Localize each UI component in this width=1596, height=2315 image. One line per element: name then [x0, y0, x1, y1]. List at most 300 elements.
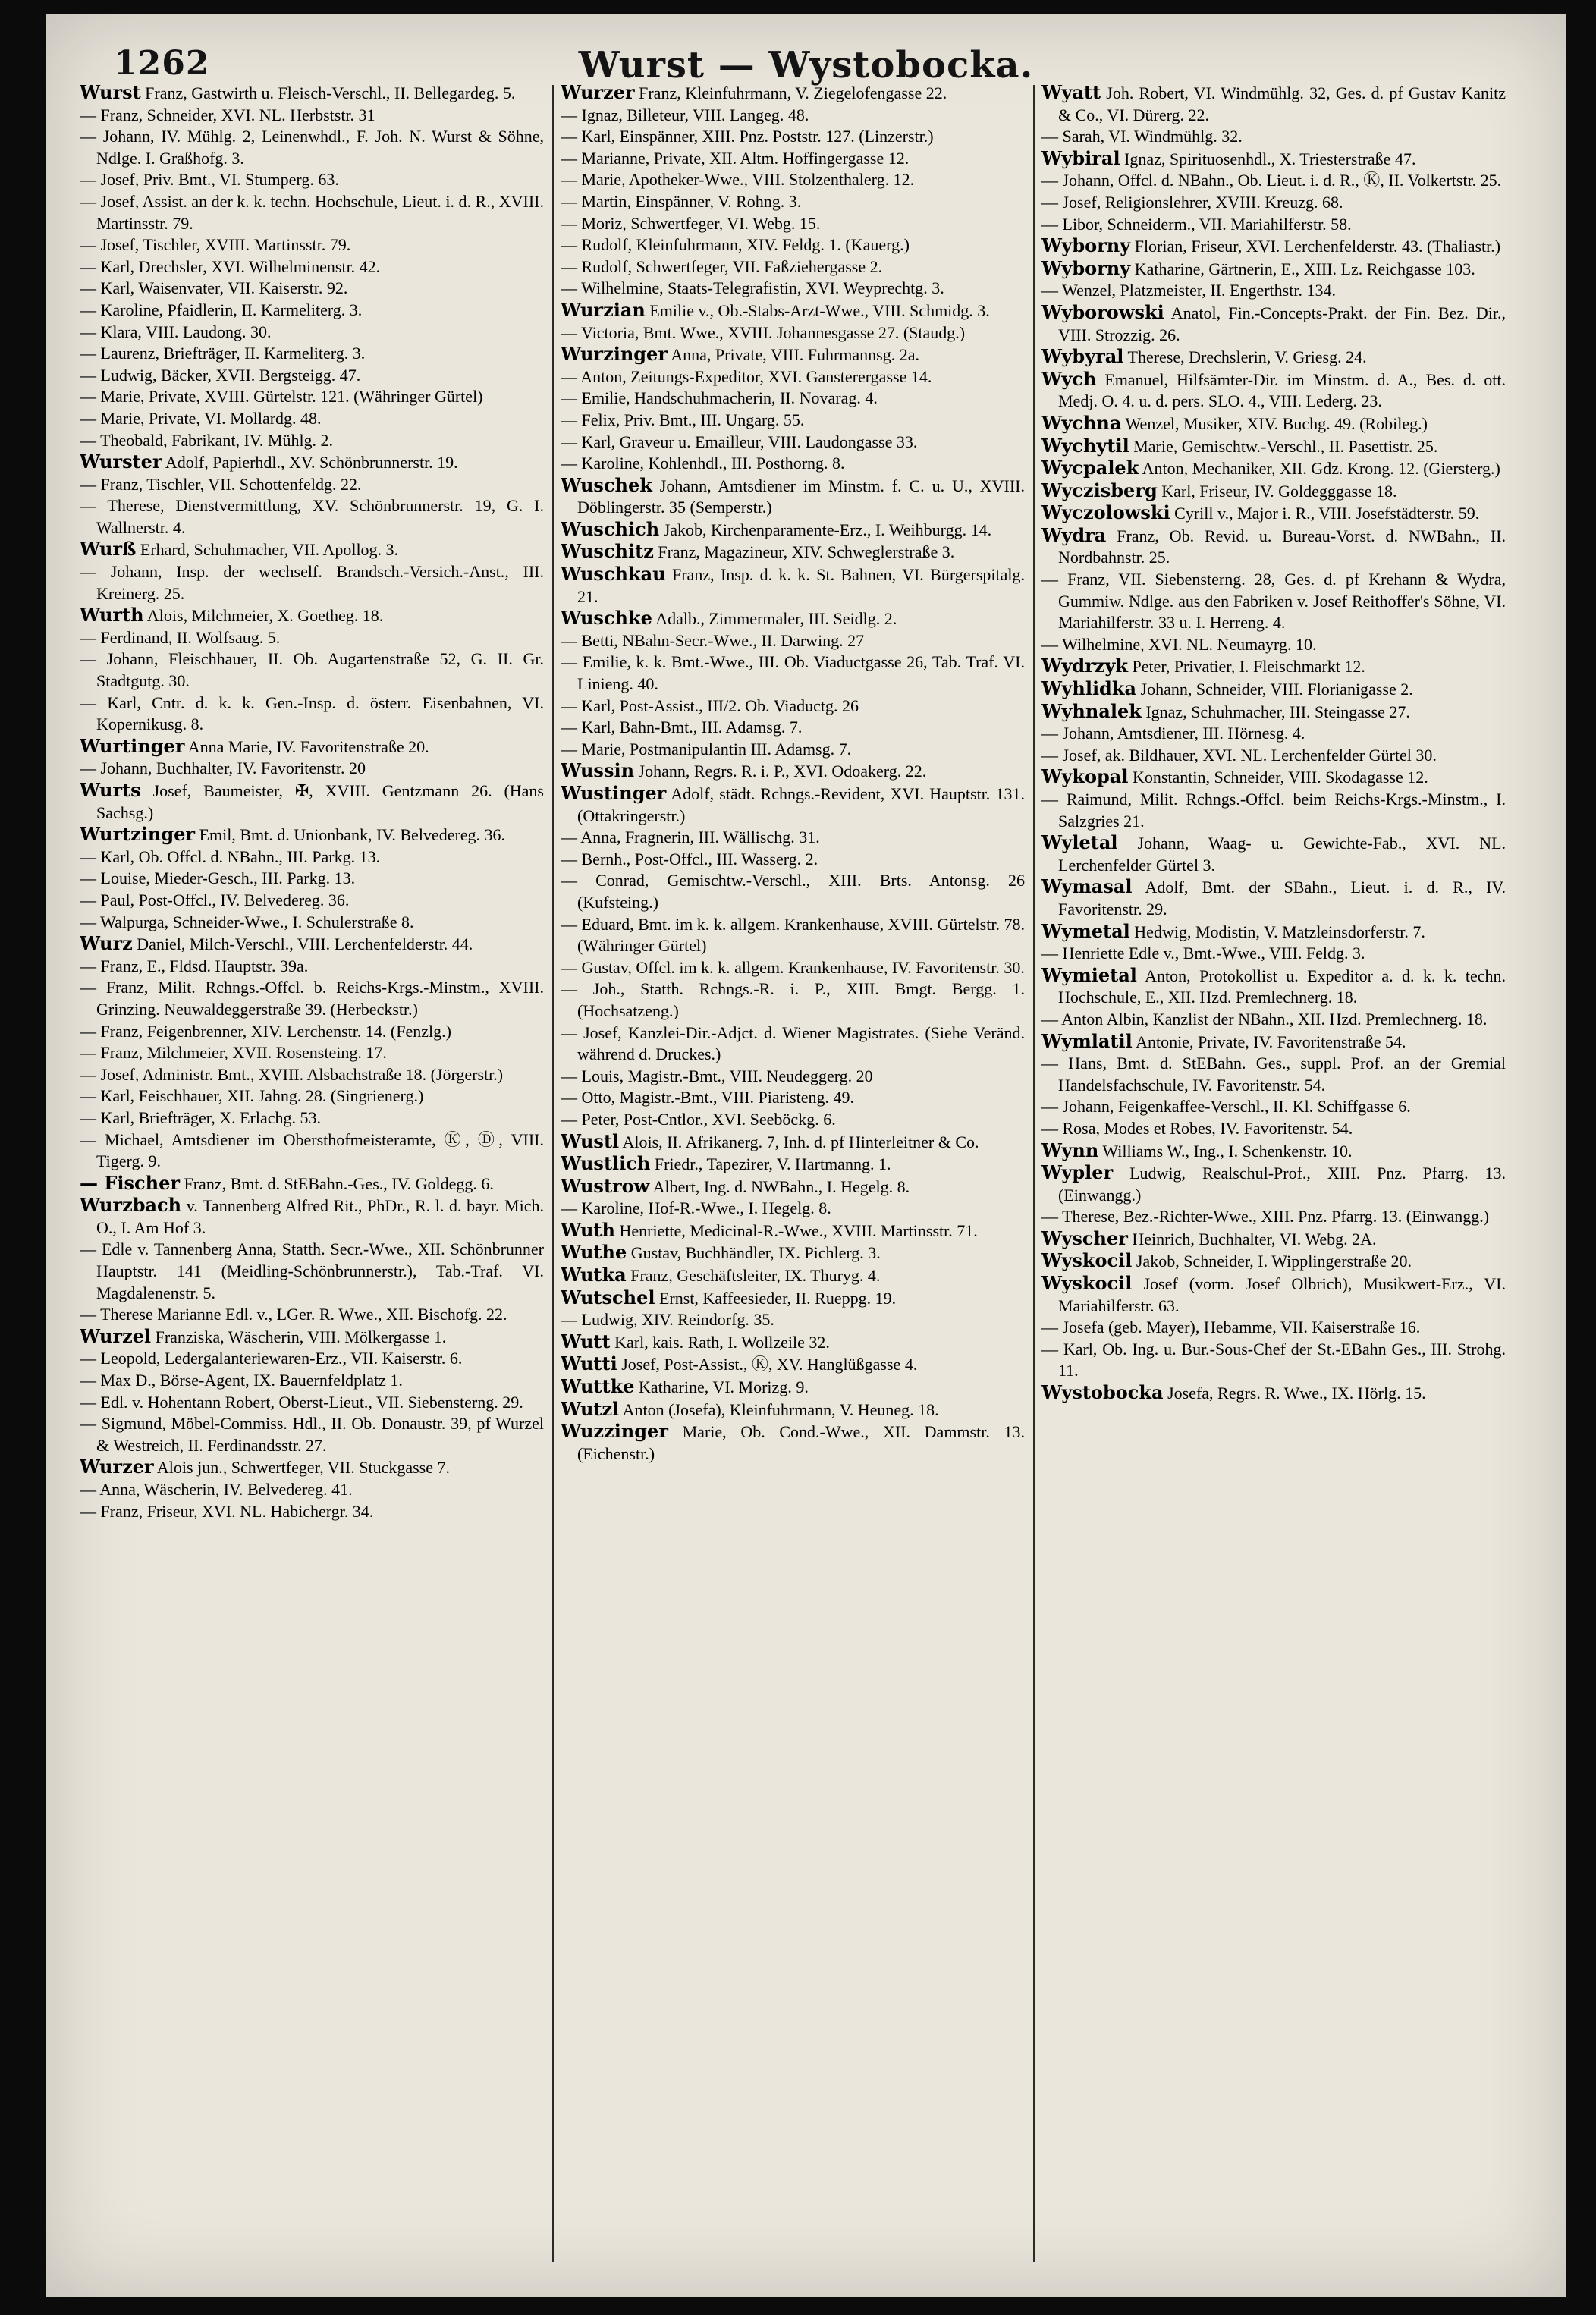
entry-surname: Wychna [1041, 411, 1122, 434]
entry-text: — Marie, Postmanipulantin III. Adamsg. 7. [561, 739, 852, 759]
directory-entry [1041, 1140, 1506, 1163]
directory-entry [561, 978, 1025, 1022]
directory-entry [561, 564, 1025, 608]
entry-surname: Wyhlidka [1041, 677, 1137, 700]
directory-entry [1041, 258, 1506, 281]
entry-text: Jakob, Kirchenparamente-Erz., I. Weihburgg. 14. [663, 520, 992, 539]
entry-surname: Wuschitz [561, 540, 654, 563]
entry-text: Franz, Gastwirth u. Fleisch-Verschl., II. Bellegardeg. 5. [145, 83, 516, 102]
directory-entry [1041, 1339, 1506, 1382]
entry-text: — Josef, Priv. Bmt., VI. Stumperg. 63. [80, 170, 339, 190]
entry-text: — Karl, Graveur u. Emailleur, VIII. Laudongasse 33. [561, 432, 918, 451]
entry-text: — Ludwig, XIV. Reindorfg. 35. [561, 1310, 774, 1330]
directory-entry [1041, 1228, 1506, 1251]
entry-text: Ignaz, Schuhmacher, III. Steingasse 27. [1145, 702, 1410, 721]
directory-entry [561, 278, 1025, 300]
entry-text: Peter, Privatier, I. Fleischmarkt 12. [1132, 657, 1365, 677]
directory-entry [80, 365, 544, 387]
entry-text: — Johann, IV. Mühlg. 2, Leinenwhdl., F. Joh. N. Wurst & Söhne, Ndlge. I. Graßhofg. 3. [80, 127, 544, 168]
entry-surname: Wybiral [1041, 146, 1120, 169]
entry-text: Albert, Ing. d. NWBahn., I. Hegelg. 8. [652, 1176, 910, 1196]
entry-text: — Louise, Mieder-Gesch., III. Parkg. 13. [80, 869, 356, 888]
directory-entry [561, 191, 1025, 213]
directory-entry [80, 758, 544, 780]
entry-text: Karl, Friseur, IV. Goldegggasse 18. [1161, 481, 1397, 501]
directory-entry [561, 849, 1025, 871]
directory-entry [80, 933, 544, 956]
entry-text: Josef, Post-Assist., Ⓚ, XV. Hanglüßgasse 4. [621, 1355, 918, 1374]
entry-text: Anna, Private, VIII. Fuhrmannsg. 2a. [671, 345, 919, 365]
entry-surname: Wynn [1041, 1139, 1099, 1161]
entry-text: Franz, Geschäftsleiter, IX. Thuryg. 4. [630, 1266, 881, 1286]
directory-entry [80, 1085, 544, 1107]
entry-surname: Wyscher [1041, 1227, 1128, 1249]
entry-text: — Karl, Waisenvater, VII. Kaiserstr. 92. [80, 278, 348, 298]
entry-text: — Leopold, Ledergalanteriewaren-Erz., VII. Kaiserstr. 6. [80, 1349, 463, 1368]
entry-text: — Edle v. Tannenberg Anna, Statth. Secr.-Wwe., XII. Schönbrunner Hauptstr. 141 (Meidling-Schönbrunnerstr.), Tab.-Traf. VI. Magdalenenstr. 5. [80, 1239, 544, 1302]
entry-text: v. Tannenberg Alfred Rit., PhDr., R. l. d. bayr. Mich. O., I. Am Hof 3. [96, 1196, 544, 1237]
directory-entry [80, 1413, 544, 1456]
entry-text: — Ignaz, Billeteur, VIII. Langeg. 48. [561, 105, 809, 124]
entry-text: — Laurenz, Briefträger, II. Karmeliterg. 3. [80, 344, 366, 363]
directory-entry [1041, 148, 1506, 171]
entry-text: Anton, Mechaniker, XII. Gdz. Krong. 12. (Giersterg.) [1142, 459, 1500, 479]
entry-text: — Karl, Cntr. d. k. k. Gen.-Insp. d. österr. Eisenbahnen, VI. Kopernikusg. 8. [80, 693, 544, 734]
entry-text: — Johann, Amtsdiener, III. Hörnesg. 4. [1041, 724, 1305, 743]
directory-entry [1041, 655, 1506, 678]
entry-text: — Karl, Drechsler, XVI. Wilhelminenstr. 42. [80, 256, 381, 276]
entry-text: Emil, Bmt. d. Unionbank, IV. Belvedereg. 36. [199, 825, 506, 845]
directory-entry [1041, 369, 1506, 413]
directory-entry [561, 105, 1025, 127]
column-2 [561, 82, 1025, 2266]
entry-surname: Wymietal [1041, 963, 1137, 986]
entry-surname: — Fischer [80, 1171, 180, 1194]
entry-surname: Wyczolowski [1041, 501, 1170, 524]
entry-surname: Wybyral [1041, 345, 1124, 368]
entry-surname: Wurß [80, 538, 137, 561]
entry-surname: Wymasal [1041, 875, 1133, 898]
entry-surname: Wurzer [561, 82, 635, 103]
entry-text: — Karl, Ob. Offcl. d. NBahn., III. Parkg. 13. [80, 847, 381, 866]
directory-entry [80, 300, 544, 322]
entry-text: Florian, Friseur, XVI. Lerchenfelderstr. 43. (Thaliastr.) [1134, 237, 1501, 256]
entry-text: — Karl, Briefträger, X. Erlachg. 53. [80, 1107, 322, 1127]
entry-text: — Raimund, Milit. Rchngs.-Offcl. beim Reichs-Krgs.-Minstm., I. Salzgries 21. [1041, 790, 1506, 831]
directory-entry [1041, 766, 1506, 789]
directory-entry [561, 1421, 1025, 1465]
entry-surname: Wutka [561, 1264, 627, 1286]
directory-entry [80, 1021, 544, 1043]
entry-surname: Wustrow [561, 1174, 650, 1197]
entry-surname: Wyborny [1041, 234, 1131, 257]
entry-text: Anna Marie, IV. Favoritenstraße 20. [187, 737, 429, 756]
entry-surname: Wydra [1041, 523, 1107, 546]
directory-entry [1041, 346, 1506, 369]
directory-entry [561, 1220, 1025, 1242]
entry-text: — Wenzel, Platzmeister, II. Engerthstr. 134. [1041, 281, 1336, 300]
directory-entry [1041, 1382, 1506, 1405]
entry-text: — Marie, Private, VI. Mollardg. 48. [80, 408, 322, 428]
entry-surname: Wutzl [561, 1397, 620, 1420]
entry-text: — Michael, Amtsdiener im Obersthofmeisteramte, Ⓚ, Ⓓ, VIII. Tigerg. 9. [80, 1129, 544, 1171]
entry-text: — Ferdinand, II. Wolfsaug. 5. [80, 627, 281, 647]
directory-entry [561, 1287, 1025, 1310]
directory-entry [561, 827, 1025, 849]
entry-text: — Karl, Bahn-Bmt., III. Adamsg. 7. [561, 718, 803, 737]
entry-surname: Wykopal [1041, 765, 1129, 788]
directory-entry [1041, 832, 1506, 876]
directory-entry [561, 1242, 1025, 1264]
directory-entry [80, 824, 544, 847]
directory-entry [561, 148, 1025, 170]
directory-entry [1041, 502, 1506, 525]
entry-surname: Wymlatil [1041, 1029, 1133, 1052]
entry-text: — Anton Albin, Kanzlist der NBahn., XII. Hzd. Premlechnerg. 18. [1041, 1009, 1488, 1029]
directory-entry [1041, 1118, 1506, 1140]
entry-surname: Wypler [1041, 1161, 1114, 1184]
entry-text: — Franz, Tischler, VII. Schottenfeldg. 22. [80, 474, 362, 494]
directory-entry [1041, 170, 1506, 192]
directory-entry [80, 1064, 544, 1086]
entry-text: Alois jun., Schwertfeger, VII. Stuckgasse 7. [156, 1458, 451, 1478]
entry-surname: Wutschel [561, 1286, 655, 1308]
entry-text: — Franz, Feigenbrenner, XIV. Lerchenstr. 14. (Fenzlg.) [80, 1021, 451, 1041]
entry-surname: Wurzinger [561, 343, 668, 366]
entry-text: — Karl, Ob. Ing. u. Bur.-Sous-Chef der St.-EBahn Ges., III. Strohg. 11. [1041, 1339, 1506, 1381]
page-number: 1262 [114, 44, 210, 83]
entry-text: — Sarah, VI. Windmühlg. 32. [1041, 127, 1243, 146]
directory-entry [561, 1376, 1025, 1399]
directory-entry [80, 408, 544, 430]
entry-surname: Wurtzinger [80, 823, 196, 846]
entry-text: Heinrich, Buchhalter, VI. Webg. 2A. [1132, 1229, 1377, 1249]
entry-surname: Wurster [80, 451, 162, 473]
entry-text: — Franz, Friseur, XVI. NL. Habichergr. 34. [80, 1501, 374, 1521]
directory-entry [80, 1501, 544, 1523]
entry-text: Franz, Insp. d. k. k. St. Bahnen, VI. Bürgerspitalg. 21. [577, 565, 1025, 606]
entry-surname: Wych [1041, 367, 1097, 390]
entry-text: — Karoline, Pfaidlerin, II. Karmeliterg. 3. [80, 300, 363, 319]
directory-entry [80, 693, 544, 736]
entry-surname: Wuth [561, 1218, 615, 1241]
entry-surname: Wussin [561, 759, 635, 782]
directory-entry [80, 191, 544, 234]
entry-text: Adolf, Papierhdl., XV. Schönbrunnerstr. 19. [165, 453, 458, 473]
entry-text: Alois, II. Afrikanerg. 7, Inh. d. pf Hinterleitner & Co. [622, 1132, 979, 1151]
directory-entry [1041, 701, 1506, 724]
directory-entry [1041, 457, 1506, 480]
directory-entry [80, 1042, 544, 1064]
entry-text: — Theobald, Fabrikant, IV. Mühlg. 2. [80, 430, 334, 450]
directory-entry [561, 453, 1025, 475]
directory-entry [561, 957, 1025, 979]
directory-entry [80, 1479, 544, 1501]
entry-text: Joh. Robert, VI. Windmühlg. 32, Ges. d. pf Gustav Kanitz & Co., VI. Dürerg. 22. [1058, 83, 1506, 124]
directory-entry [561, 410, 1025, 432]
directory-entry [561, 213, 1025, 235]
directory-entry [561, 652, 1025, 695]
entry-text: — Peter, Post-Cntlor., XVI. Seeböckg. 6. [561, 1109, 836, 1129]
entry-surname: Wutt [561, 1330, 611, 1352]
directory-entry [80, 956, 544, 978]
directory-entry [80, 343, 544, 365]
directory-entry [80, 169, 544, 191]
directory-entry [80, 890, 544, 912]
directory-entry [1041, 1317, 1506, 1339]
entry-text: — Sigmund, Möbel-Commiss. Hdl., II. Ob. Donaustr. 39, pf Wurzel & Westreich, II. Ferdinandsstr. 27. [80, 1414, 544, 1455]
entry-text: — Emilie, k. k. Bmt.-Wwe., III. Ob. Viaductgasse 26, Tab. Traf. VI. Linieng. 40. [561, 652, 1025, 694]
entry-text: — Karl, Feischhauer, XII. Jahng. 28. (Singrienerg.) [80, 1086, 424, 1106]
directory-columns [80, 82, 1506, 2266]
directory-entry [561, 388, 1025, 410]
entry-text: Johann, Amtsdiener im Minstm. f. C. u. U., XVIII. Döblingerstr. 35 (Semperstr.) [577, 476, 1025, 517]
entry-text: Alois, Milchmeier, X. Goetheg. 18. [146, 606, 384, 626]
directory-entry [80, 1348, 544, 1370]
directory-entry [561, 1353, 1025, 1376]
entry-text: — Gustav, Offcl. im k. k. allgem. Krankenhause, IV. Favoritenstr. 30. [561, 957, 1025, 977]
directory-entry [561, 256, 1025, 278]
entry-text: Josefa, Regrs. R. Wwe., IX. Hörlg. 15. [1167, 1384, 1426, 1403]
entry-text: — Anna, Wäscherin, IV. Belvedereg. 41. [80, 1480, 353, 1499]
directory-entry [1041, 678, 1506, 701]
entry-text: Konstantin, Schneider, VIII. Skodagasse 12. [1132, 768, 1428, 787]
directory-entry [80, 605, 544, 627]
entry-text: Therese, Drechslerin, V. Griesg. 24. [1127, 347, 1367, 367]
entry-surname: Wurzbach [80, 1194, 182, 1217]
directory-entry [1041, 634, 1506, 656]
entry-text: — Joh., Statth. Rchngs.-R. i. P., XIII. Bmgt. Bergg. 1. (Hochsatzeng.) [561, 979, 1025, 1020]
entry-text: Johann, Waag- u. Gewichte-Fab., XVI. NL. Lerchenfelder Gürtel 3. [1058, 834, 1506, 875]
entry-text: Daniel, Milch-Verschl., VIII. Lerchenfelderstr. 44. [137, 934, 473, 954]
directory-entry [561, 169, 1025, 191]
directory-entry [561, 1331, 1025, 1354]
entry-text: Johann, Regrs. R. i. P., XVI. Odoakerg. 22. [638, 762, 927, 781]
entry-text: Marie, Ob. Cond.-Wwe., XII. Dammstr. 13. (Eichenstr.) [577, 1422, 1025, 1463]
directory-entry [80, 495, 544, 539]
entry-surname: Wycpalek [1041, 457, 1139, 479]
entry-text: — Marianne, Private, XII. Altm. Hoffingergasse 12. [561, 148, 910, 168]
entry-text: — Josefa (geb. Mayer), Hebamme, VII. Kaiserstraße 16. [1041, 1318, 1421, 1337]
entry-surname: Wurst [80, 82, 141, 103]
directory-entry [80, 474, 544, 496]
entry-text: — Josef, ak. Bildhauer, XVI. NL. Lerchenfelder Gürtel 30. [1041, 745, 1437, 765]
entry-surname: Wyborowski [1041, 300, 1164, 323]
entry-text: — Franz, Milit. Rchngs.-Offcl. b. Reichs-Krgs.-Minstm., XVIII. Grinzing. Neuwaldeggerstraße 39. (Herbeckstr.) [80, 978, 544, 1019]
directory-entry [80, 278, 544, 300]
entry-text: Henriette, Medicinal-R.-Wwe., XVIII. Martinsstr. 71. [619, 1220, 978, 1240]
entry-text: Franz, Ob. Revid. u. Bureau-Vorst. d. NWBahn., II. Nordbahnstr. 25. [1058, 526, 1506, 567]
directory-entry [561, 630, 1025, 652]
entry-text: — Franz, E., Fldsd. Hauptstr. 39a. [80, 956, 309, 975]
directory-entry [561, 344, 1025, 366]
entry-text: — Rudolf, Kleinfuhrmann, XIV. Feldg. 1. (Kauerg.) [561, 235, 910, 255]
directory-entry [1041, 1273, 1506, 1317]
entry-surname: Wymetal [1041, 919, 1130, 942]
entry-text: Cyrill v., Major i. R., VIII. Josefstädterstr. 59. [1174, 504, 1480, 523]
directory-entry [561, 519, 1025, 542]
entry-surname: Wurtinger [80, 734, 185, 757]
entry-surname: Wustlich [561, 1152, 651, 1175]
entry-surname: Wuttke [561, 1375, 635, 1398]
entry-text: Gustav, Buchhändler, IX. Pichlerg. 3. [630, 1243, 881, 1263]
directory-entry [1041, 82, 1506, 126]
directory-entry [561, 1022, 1025, 1066]
entry-text: — Johann, Buchhalter, IV. Favoritenstr. 20 [80, 759, 366, 778]
entry-surname: Wyhnalek [1041, 699, 1142, 722]
directory-entry [561, 1153, 1025, 1176]
entry-text: — Franz, Schneider, XVI. NL. Herbststr. 31 [80, 105, 375, 124]
entry-text: — Marie, Apotheker-Wwe., VIII. Stolzenthalerg. 12. [561, 170, 915, 190]
entry-surname: Wyletal [1041, 831, 1118, 854]
directory-entry [561, 475, 1025, 519]
entry-text: Ignaz, Spirituosenhdl., X. Triesterstraße 47. [1124, 149, 1416, 168]
directory-entry [80, 1107, 544, 1129]
directory-entry [1041, 1162, 1506, 1206]
directory-entry [80, 1129, 544, 1173]
entry-text: — Josef, Administr. Bmt., XVIII. Alsbachstraße 18. (Jörgerstr.) [80, 1064, 504, 1084]
entry-surname: Wustinger [561, 782, 667, 804]
entry-text: — Franz, VII. Siebensterng. 28, Ges. d. pf Krehann & Wydra, Gummiw. Ndlge. aus den Fabriken v. Josef Reithoffer's Söhne, VI. Mariahilferstr. 33 u. I. Herreng. 4. [1041, 570, 1506, 633]
directory-entry [1041, 921, 1506, 944]
directory-entry [80, 1195, 544, 1239]
directory-entry [80, 780, 544, 824]
entry-text: — Emilie, Handschuhmacherin, II. Novarag. 4. [561, 388, 878, 408]
entry-surname: Wyskocil [1041, 1249, 1133, 1272]
directory-entry [80, 627, 544, 649]
directory-entry [561, 696, 1025, 718]
entry-surname: Wyborny [1041, 256, 1131, 279]
entry-text: — Karl, Post-Assist., III/2. Ob. Viaductg. 26 [561, 696, 859, 715]
entry-surname: Wurzian [561, 298, 646, 321]
entry-text: — Karoline, Kohlenhdl., III. Posthorng. 8. [561, 454, 845, 473]
directory-entry [561, 432, 1025, 454]
column-3 [1041, 82, 1506, 2266]
entry-surname: Wuschich [561, 517, 660, 540]
directory-entry [1041, 525, 1506, 569]
entry-surname: Wyatt [1041, 82, 1101, 103]
entry-text: Marie, Gemischtw.-Verschl., II. Pasettistr. 25. [1133, 436, 1438, 456]
directory-entry [561, 82, 1025, 105]
directory-entry [561, 300, 1025, 322]
entry-text: Katharine, Gärtnerin, E., XIII. Lz. Reichgasse 103. [1134, 259, 1475, 278]
entry-text: — Karl, Einspänner, XIII. Pnz. Poststr. 127. (Linzerstr.) [561, 127, 934, 146]
directory-entry [80, 561, 544, 605]
directory-entry [80, 539, 544, 561]
entry-text: — Wilhelmine, Staats-Telegrafistin, XVI. Weyprechtg. 3. [561, 278, 944, 298]
directory-entry [80, 126, 544, 169]
entry-surname: Wurzel [80, 1324, 152, 1347]
entry-text: — Rosa, Modes et Robes, IV. Favoritenstr. 54. [1041, 1118, 1353, 1138]
directory-entry [80, 1173, 544, 1195]
directory-entry [561, 1264, 1025, 1287]
entry-text: Franz, Bmt. d. StEBahn.-Ges., IV. Goldegg. 6. [184, 1173, 494, 1193]
directory-entry [80, 1456, 544, 1479]
directory-entry [561, 914, 1025, 957]
entry-text: Erhard, Schuhmacher, VII. Apollog. 3. [140, 540, 399, 560]
entry-text: — Therese, Dienstvermittlung, XV. Schönbrunnerstr. 19, G. I. Wallnerstr. 4. [80, 496, 544, 537]
entry-text: — Victoria, Bmt. Wwe., XVIII. Johannesgasse 27. (Staudg.) [561, 322, 966, 342]
entry-text: Karl, kais. Rath, I. Wollzeile 32. [614, 1332, 830, 1352]
directory-entry [1041, 302, 1506, 346]
directory-entry [80, 868, 544, 890]
entry-text: Adolf, städt. Rchngs.-Revident, XVI. Hauptstr. 131. (Ottakringerstr.) [577, 784, 1025, 825]
running-head: Wurst — Wystobocka. [578, 44, 1034, 86]
entry-text: Anton, Protokollist u. Expeditor a. d. k. k. techn. Hochschule, E., XII. Hzd. Premlechnerg. 18. [1058, 966, 1506, 1007]
entry-text: — Rudolf, Schwertfeger, VII. Faßziehergasse 2. [561, 256, 883, 276]
directory-entry [80, 386, 544, 408]
entry-text: — Henriette Edle v., Bmt.-Wwe., VIII. Feldg. 3. [1041, 944, 1365, 963]
entry-text: — Conrad, Gemischtw.-Verschl., XIII. Brts. Antonsg. 26 (Kufsteing.) [561, 871, 1025, 912]
directory-entry [561, 234, 1025, 256]
entry-text: Ernst, Kaffeesieder, II. Rueppg. 19. [658, 1288, 897, 1308]
directory-entry [561, 870, 1025, 913]
directory-entry [1041, 745, 1506, 767]
entry-surname: Wustl [561, 1129, 620, 1152]
directory-entry [80, 977, 544, 1020]
directory-entry [561, 1309, 1025, 1331]
entry-surname: Wychytil [1041, 434, 1129, 457]
entry-text: Hedwig, Modistin, V. Matzleinsdorferstr. 7. [1134, 922, 1425, 941]
entry-text: — Johann, Feigenkaffee-Verschl., II. Kl. Schiffgasse 6. [1041, 1097, 1411, 1117]
entry-text: Friedr., Tapezirer, V. Hartmanng. 1. [654, 1154, 891, 1174]
entry-surname: Wuschkau [561, 563, 666, 586]
entry-text: Ludwig, Realschul-Prof., XIII. Pnz. Pfarrg. 13. (Einwangg.) [1058, 1164, 1506, 1205]
entry-surname: Wuthe [561, 1241, 627, 1264]
directory-entry [80, 736, 544, 759]
directory-entry [1041, 126, 1506, 148]
entry-surname: Wyskocil [1041, 1272, 1133, 1295]
entry-text: — Martin, Einspänner, V. Rohng. 3. [561, 191, 802, 211]
entry-text: — Josef, Tischler, XVIII. Martinsstr. 79. [80, 235, 351, 255]
directory-entry [1041, 569, 1506, 634]
directory-entry [1041, 280, 1506, 302]
entry-text: — Max D., Börse-Agent, IX. Bauernfeldplatz 1. [80, 1371, 403, 1390]
directory-entry [561, 739, 1025, 761]
entry-surname: Wyczisberg [1041, 479, 1158, 501]
directory-entry [1041, 965, 1506, 1009]
entry-text: — Bernh., Post-Offcl., III. Wasserg. 2. [561, 849, 818, 869]
directory-entry [1041, 789, 1506, 832]
entry-text: — Louis, Magistr.-Bmt., VIII. Neudeggerg. 20 [561, 1066, 873, 1085]
directory-entry [1041, 1206, 1506, 1228]
entry-surname: Wurth [80, 604, 144, 627]
entry-text: Wenzel, Musiker, XIV. Buchg. 49. (Robileg.) [1125, 413, 1428, 433]
entry-text: — Eduard, Bmt. im k. k. allgem. Krankenhause, XVIII. Gürtelstr. 78. (Währinger Gürtel) [561, 914, 1025, 956]
directory-entry [80, 847, 544, 869]
directory-entry [80, 1326, 544, 1349]
entry-text: — Josef, Religionslehrer, XVIII. Kreuzg. 68. [1041, 192, 1343, 212]
entry-text: Anatol, Fin.-Concepts-Prakt. der Fin. Bez. Dir., VIII. Strozzig. 26. [1058, 303, 1506, 344]
entry-text: — Therese, Bez.-Richter-Wwe., XIII. Pnz. Pfarrg. 13. (Einwangg.) [1041, 1207, 1490, 1227]
directory-entry [80, 234, 544, 256]
entry-text: — Klara, VIII. Laudong. 30. [80, 322, 272, 341]
directory-entry [561, 366, 1025, 388]
entry-surname: Wurts [80, 779, 141, 801]
directory-entry [1041, 1096, 1506, 1118]
directory-entry [561, 1066, 1025, 1088]
entry-text: Emanuel, Hilfsämter-Dir. im Minstm. d. A., Bes. d. ott. Medj. O. 4. u. d. pers. SLO. 4., VIII. Lederg. 23. [1058, 369, 1506, 411]
entry-text: — Johann, Fleischhauer, II. Ob. Augartenstraße 52, G. II. Gr. Stadtgutg. 30. [80, 649, 544, 691]
entry-surname: Wuzzinger [561, 1420, 668, 1443]
entry-surname: Wurz [80, 932, 133, 955]
directory-entry [80, 451, 544, 474]
entry-text: — Josef, Assist. an der k. k. techn. Hochschule, Lieut. i. d. R., XVIII. Martinsstr. 79. [80, 191, 544, 233]
directory-entry [1041, 235, 1506, 258]
entry-text: — Betti, NBahn-Secr.-Wwe., II. Darwing. 27 [561, 630, 865, 650]
directory-entry [1041, 1250, 1506, 1273]
entry-text: — Felix, Priv. Bmt., III. Ungarg. 55. [561, 410, 805, 429]
